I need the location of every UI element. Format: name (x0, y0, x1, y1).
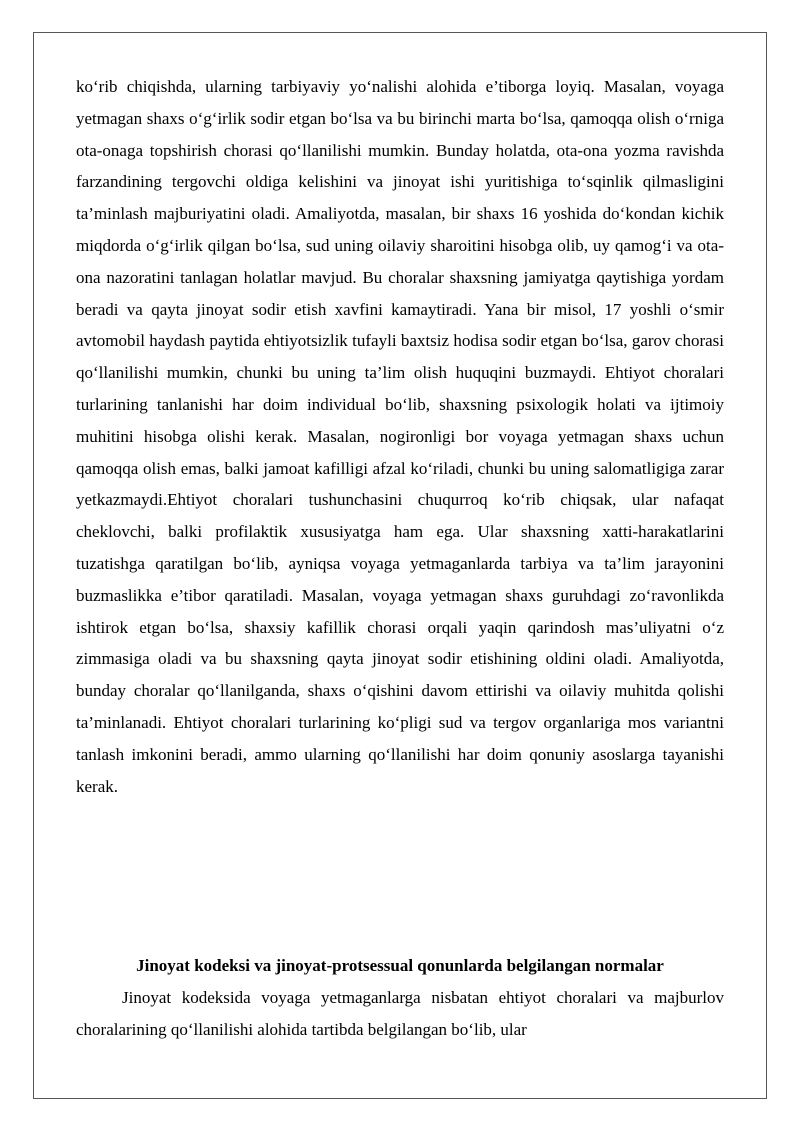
body-paragraph: ko‘rib chiqishda, ularning tarbiyaviy yo‘nalishi alohida e’tiborga loyiq. Masalan, voyaga yetmagan shaxs o‘g‘irlik sodir etgan bo‘lsa va bu birinchi marta bo‘lsa, qamoqqa olish o‘rniga ota-onaga topshirish chorasi qo‘llanilishi mumkin. Bunday holatda, ota-ona yozma ravishda farzandining tergovchi oldiga kelishini va jinoyat ishi yuritishiga to‘sqinlik qilmasligini ta’minlash majburiyatini oladi. Amaliyotda, masalan, bir shaxs 16 yoshida do‘kondan kichik miqdorda o‘g‘irlik qilgan bo‘lsa, sud uning oilaviy sharoitini hisobga olib, uy qamog‘i va ota-ona nazoratini tanlagan holatlar mavjud. Bu choralar shaxsning jamiyatga qaytishiga yordam beradi va qayta jinoyat sodir etish xavfini kamaytiradi. Yana bir misol, 17 yoshli o‘smir avtomobil haydash paytida ehtiyotsizlik tufayli baxtsiz hodisa sodir etgan bo‘lsa, garov chorasi qo‘llanilishi mumkin, chunki bu uning ta’lim olish huquqini buzmaydi. Ehtiyot choralari turlarining tanlanishi har doim individual bo‘lib, shaxsning psixologik holati va ijtimoiy muhitini hisobga olishi kerak. Masalan, nogironligi bor voyaga yetmagan shaxs uchun qamoqqa olish emas, balki jamoat kafilligi afzal ko‘riladi, chunki bu uning salomatligiga zarar yetkazmaydi.Ehtiyot choralari tushunchasini chuqurroq ko‘rib chiqsak, ular nafaqat cheklovchi, balki profilaktik xususiyatga ham ega. Ular shaxsning xatti-harakatlarini tuzatishga qaratilgan bo‘lib, ayniqsa voyaga yetmaganlarda tarbiya va ta’lim jarayonini buzmaslikka e’tibor qaratiladi. Masalan, voyaga yetmagan shaxs guruhdagi zo‘ravonlikda ishtirok etgan bo‘lsa, shaxsiy kafillik chorasi orqali yaqin qarindosh mas’uliyatni o‘z zimmasiga oladi va bu shaxsning qayta jinoyat sodir etishining oldini oladi. Amaliyotda, bunday choralar qo‘llanilganda, shaxs o‘qishini davom ettirishi va oilaviy muhitda qolishi ta’minlanadi. Ehtiyot choralari turlarining ko‘pligi sud va tergov organlariga mos variantni tanlash imkonini beradi, ammo ularning qo‘llanilishi har doim qonuniy asoslarga tayanishi kerak. (76, 77, 724, 796)
section-heading: Jinoyat kodeksi va jinoyat-protsessual qonunlarda belgilangan normalar (136, 956, 664, 975)
section-paragraph: Jinoyat kodeksida voyaga yetmaganlarga nisbatan ehtiyot choralari va majburlov choralarining qo‘llanilishi alohida tartibda belgilangan bo‘lib, ular (76, 988, 724, 1039)
